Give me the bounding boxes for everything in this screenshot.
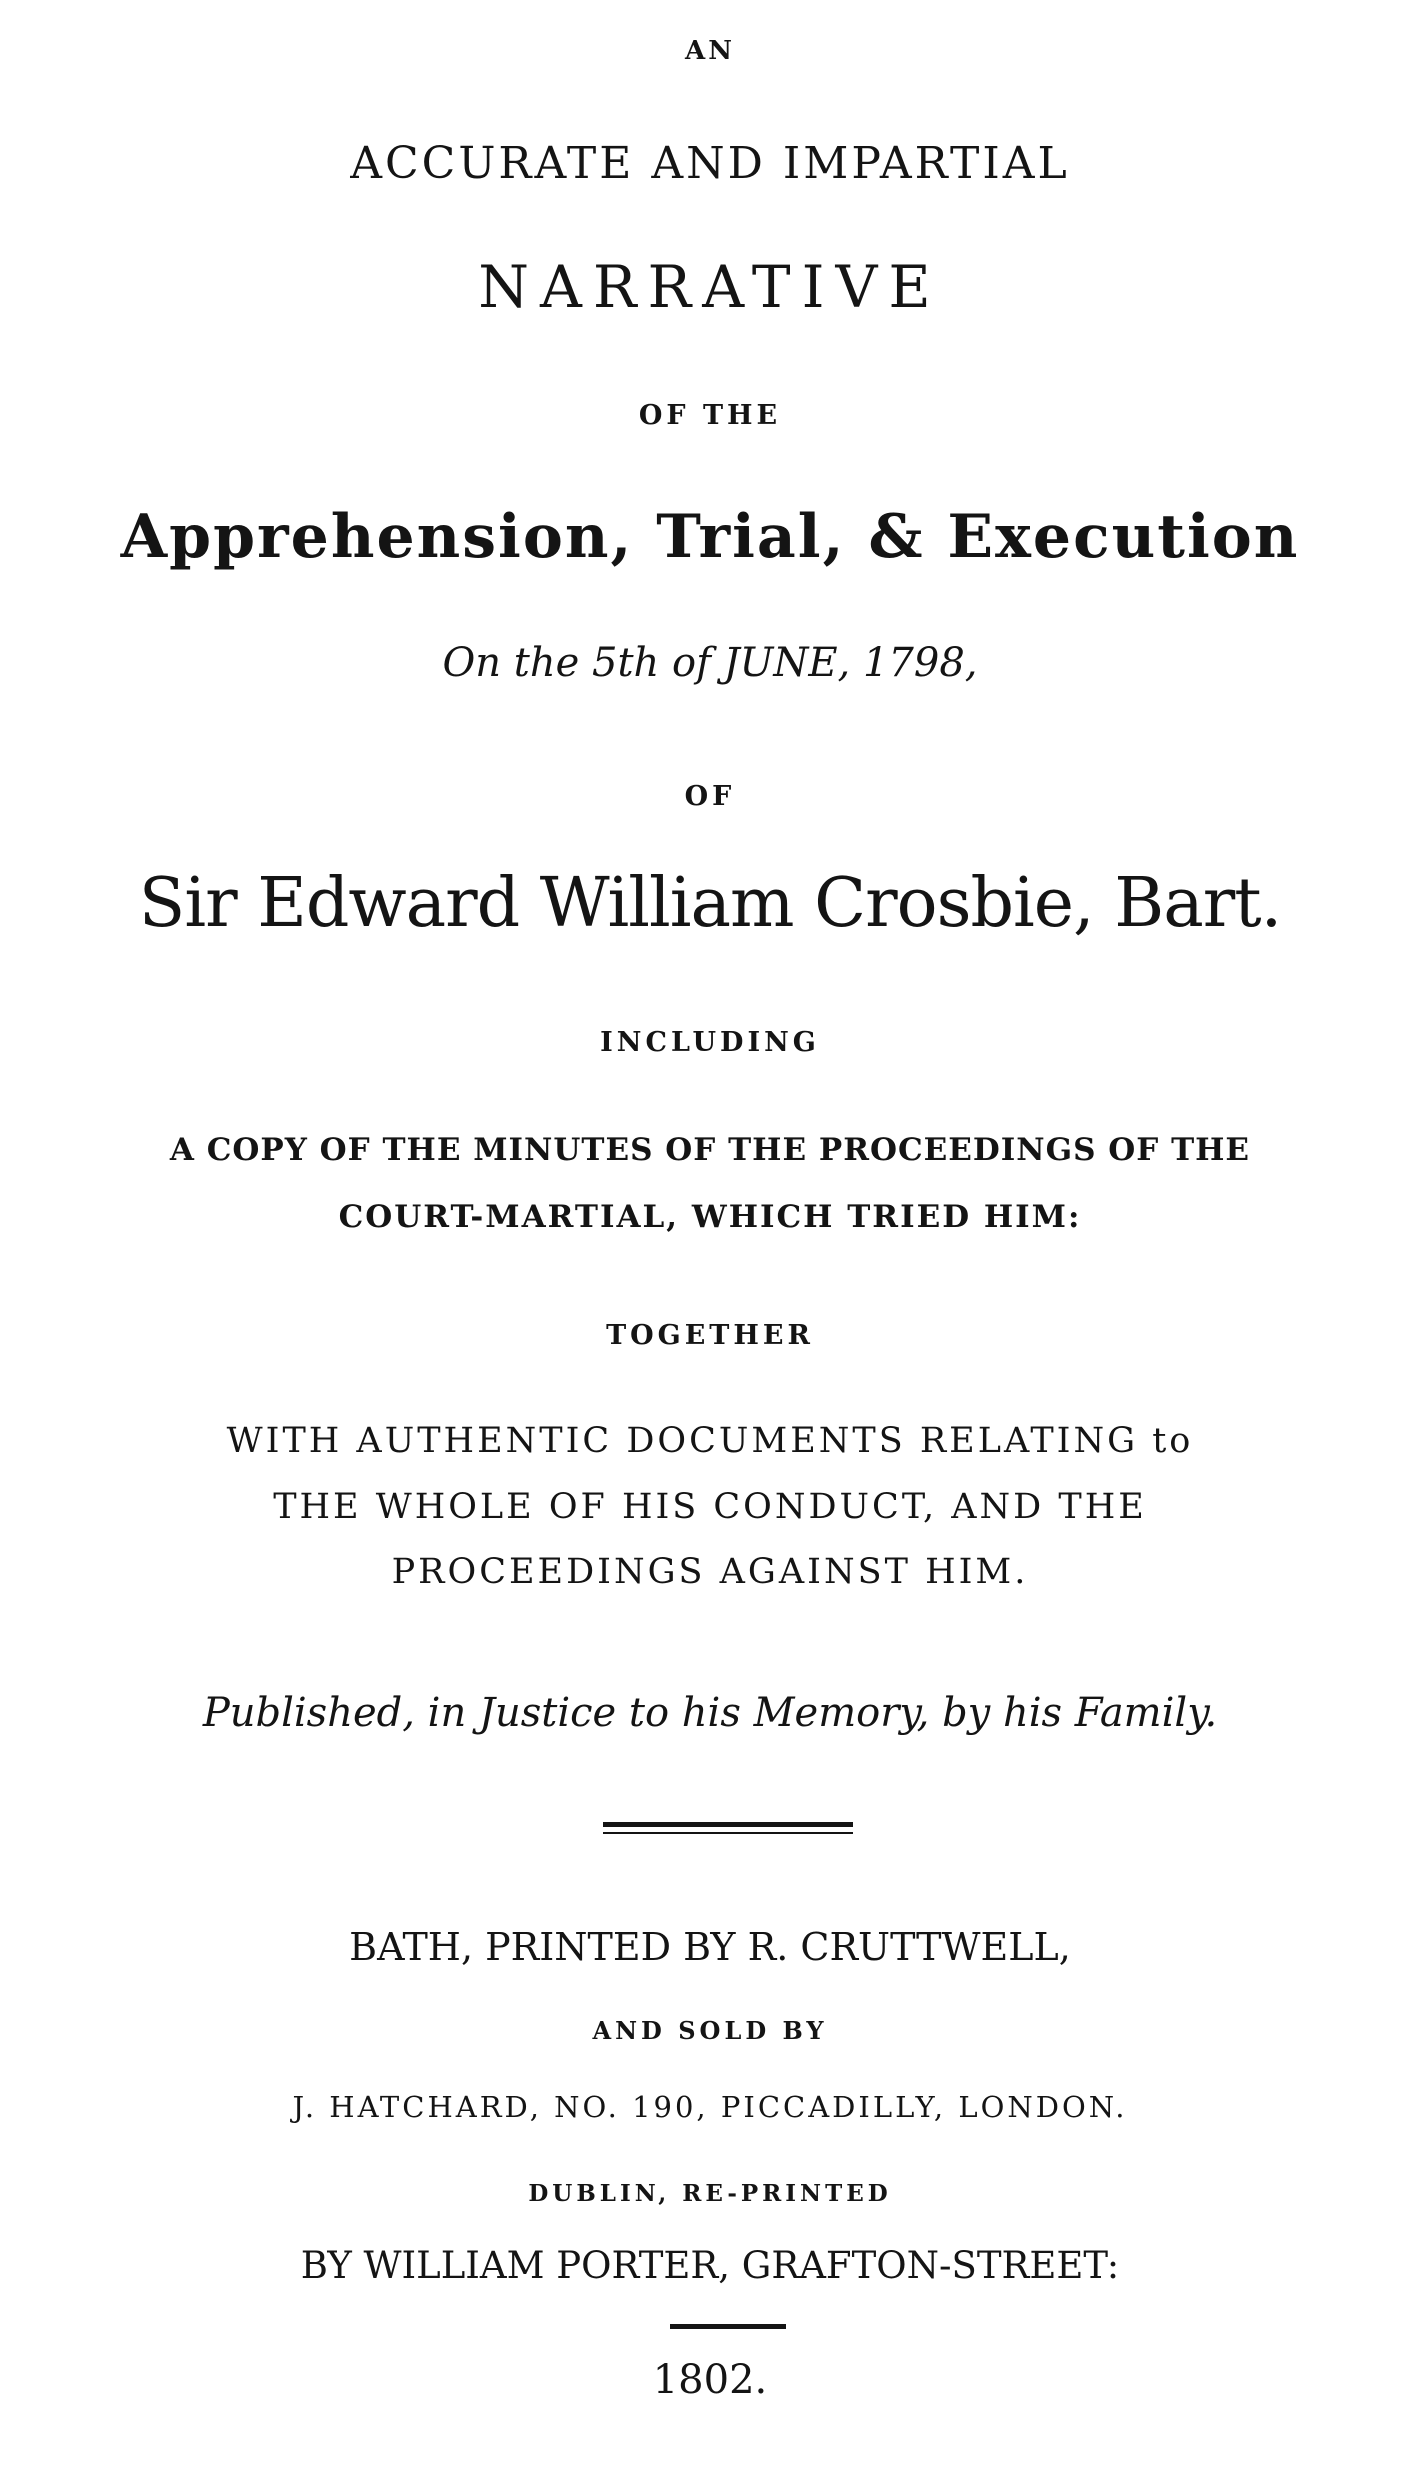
- documents-line-2: THE WHOLE OF HIS CONDUCT, AND THE: [273, 1487, 1147, 1527]
- heading-including: INCLUDING: [600, 1027, 820, 1058]
- copy-line-1: A COPY OF THE MINUTES OF THE PROCEEDINGS OF THE: [169, 1132, 1251, 1168]
- heading-gothic-title: Apprehension, Trial, & Execution: [120, 502, 1300, 572]
- heading-of-the: OF THE: [638, 400, 782, 431]
- short-rule: [670, 2324, 786, 2329]
- copy-line-2: COURT-MARTIAL, WHICH TRIED HIM:: [338, 1199, 1082, 1235]
- documents-line-1: WITH AUTHENTIC DOCUMENTS RELATING to: [226, 1421, 1194, 1461]
- hatchard-line: J. HATCHARD, NO. 190, PICCADILLY, LONDON.: [292, 2090, 1128, 2124]
- printer-line: BATH, PRINTED BY R. CRUTTWELL,: [349, 1925, 1071, 1969]
- porter-line: BY WILLIAM PORTER, GRAFTON-STREET:: [300, 2244, 1120, 2287]
- documents-line-3: PROCEEDINGS AGAINST HIM.: [391, 1552, 1029, 1592]
- heading-of: OF: [684, 781, 736, 812]
- sold-by-line: AND SOLD BY: [592, 2016, 828, 2045]
- date-line: On the 5th of JUNE, 1798,: [442, 640, 978, 686]
- double-rule-thin: [603, 1832, 853, 1834]
- double-rule: [603, 1822, 853, 1827]
- dublin-line: DUBLIN, RE-PRINTED: [528, 2180, 892, 2207]
- heading-narrative: NARRATIVE: [478, 253, 942, 321]
- heading-accurate-and-impartial: ACCURATE AND IMPARTIAL: [350, 138, 1070, 189]
- year-line: 1802.: [652, 2357, 768, 2403]
- published-line: Published, in Justice to his Memory, by his Family.: [202, 1690, 1218, 1736]
- subject-name: Sir Edward William Crosbie, Bart.: [138, 864, 1282, 943]
- heading-an: AN: [685, 36, 735, 66]
- heading-together: TOGETHER: [606, 1320, 814, 1351]
